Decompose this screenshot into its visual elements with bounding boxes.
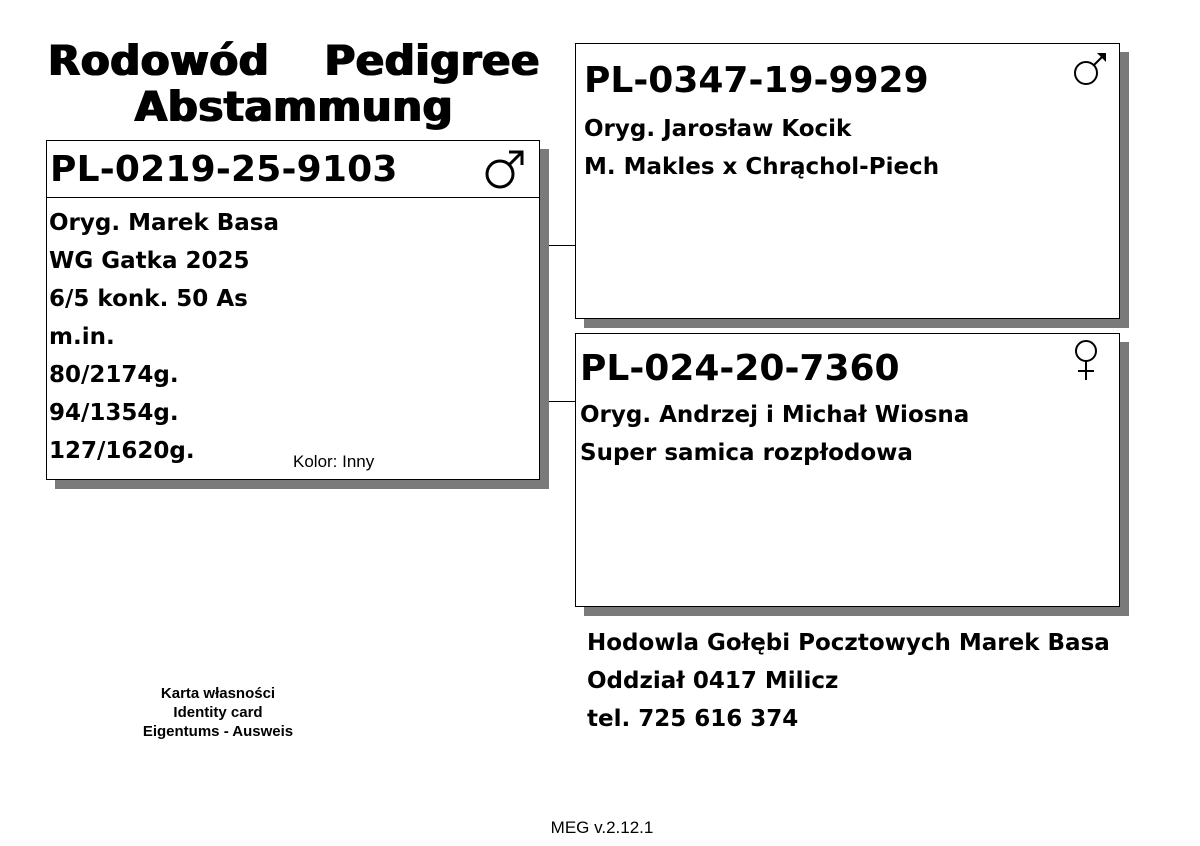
main-bird-card	[46, 140, 540, 480]
male-symbol-icon	[483, 147, 527, 191]
title-abstammung: Abstammung	[134, 82, 454, 131]
identity-card-de: Eigentums - Ausweis	[142, 723, 294, 740]
connector-dam-horizontal	[540, 401, 575, 402]
connector-sire-horizontal	[540, 245, 575, 246]
sire-line-origin: Oryg. Jarosław Kocik	[584, 116, 852, 142]
breeder-phone: tel. 725 616 374	[587, 706, 799, 732]
sire-line-parents: M. Makles x Chrąchol-Piech	[584, 154, 940, 180]
main-bird-line-results: 6/5 konk. 50 As	[49, 286, 248, 312]
dam-line-origin: Oryg. Andrzej i Michał Wiosna	[580, 402, 970, 428]
dam-card	[575, 333, 1120, 607]
sire-card	[575, 43, 1120, 319]
main-bird-line-award: WG Gatka 2025	[49, 248, 250, 274]
main-bird-line-result-3: 127/1620g.	[49, 438, 195, 464]
main-bird-line-origin: Oryg. Marek Basa	[49, 210, 280, 236]
main-bird-line-among: m.in.	[49, 324, 115, 350]
female-symbol-icon	[1071, 338, 1101, 382]
dam-line-description: Super samica rozpłodowa	[580, 440, 913, 466]
main-bird-color: Kolor: Inny	[293, 452, 375, 471]
identity-card-pl: Karta własności	[160, 685, 276, 702]
title-rodowod: Rodowód	[48, 36, 270, 85]
main-bird-ring-number: PL-0219-25-9103	[50, 149, 398, 190]
title-row-1	[46, 38, 542, 84]
male-symbol-icon	[1071, 50, 1109, 88]
main-bird-details	[47, 198, 539, 470]
dam-ring-number: PL-024-20-7360	[580, 348, 900, 389]
version-label: MEG v.2.12.1	[550, 818, 654, 837]
breeder-name: Hodowla Gołębi Pocztowych Marek Basa	[587, 630, 1110, 656]
main-bird-line-result-2: 94/1354g.	[49, 400, 179, 426]
identity-card-label	[112, 684, 324, 741]
sire-ring-number: PL-0347-19-9929	[584, 60, 929, 101]
breeder-info	[587, 624, 1110, 738]
title-pedigree: Pedigree	[324, 36, 540, 85]
main-bird-line-result-1: 80/2174g.	[49, 362, 179, 388]
main-bird-header	[47, 141, 539, 198]
breeder-branch: Oddział 0417 Milicz	[587, 668, 839, 694]
dam-details	[580, 396, 969, 472]
sire-details	[584, 110, 939, 186]
pedigree-title	[46, 38, 542, 130]
identity-card-en: Identity card	[173, 704, 263, 721]
